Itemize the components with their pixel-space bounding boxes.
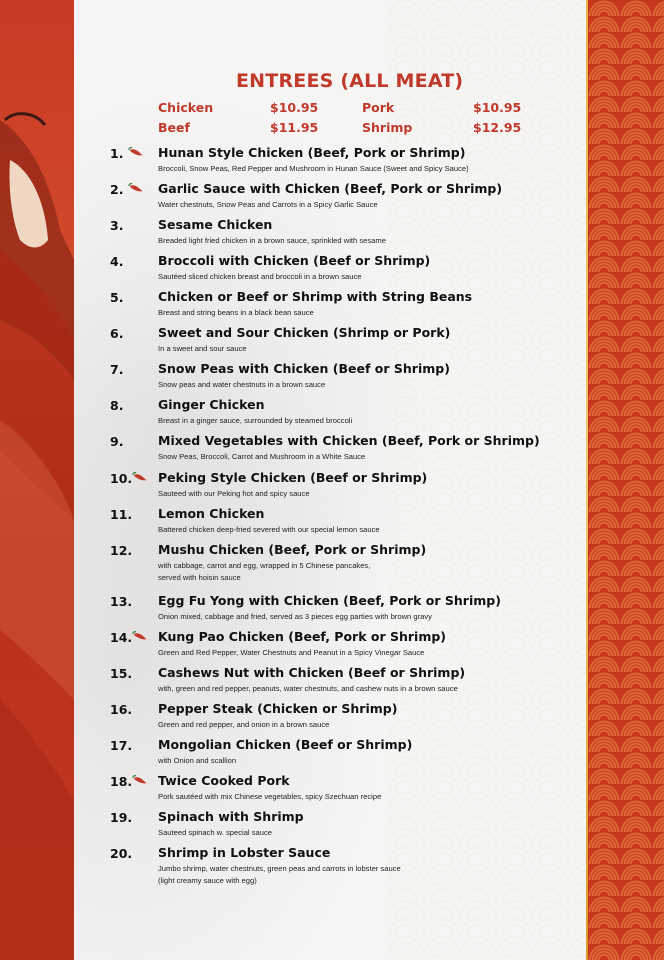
description-line: Jumbo shrimp, water chestnuts, green peas and carrots in lobster sauce <box>158 864 401 873</box>
description-line: Sauteed with our Peking hot and spicy sauce <box>158 489 310 498</box>
menu-item-number: 4. <box>110 254 124 269</box>
menu-item-number: 16. <box>110 702 133 717</box>
menu-item-description <box>158 451 578 463</box>
menu-item-description <box>158 611 578 623</box>
menu-item-number: 3. <box>110 218 124 233</box>
description-line: Broccoli, Snow Peas, Red Pepper and Mushroom in Hunan Sauce (Sweet and Spicy Sauce) <box>158 164 469 173</box>
menu-item-number: 17. <box>110 738 133 753</box>
menu-item-name: Sweet and Sour Chicken (Shrimp or Pork) <box>158 325 451 340</box>
menu-item-description <box>158 791 578 803</box>
menu-item-name: Broccoli with Chicken (Beef or Shrimp) <box>158 253 431 268</box>
price-value-chicken: $10.95 <box>270 100 319 115</box>
menu-item-name: Mongolian Chicken (Beef or Shrimp) <box>158 737 413 752</box>
menu-item-number: 12. <box>110 543 133 558</box>
menu-item-number: 15. <box>110 666 133 681</box>
chili-pepper-icon <box>128 183 144 193</box>
menu-item-name: Cashews Nut with Chicken (Beef or Shrimp) <box>158 665 466 680</box>
menu-item-description <box>158 199 578 211</box>
menu-item-name: Mixed Vegetables with Chicken (Beef, Pork or Shrimp) <box>158 433 540 448</box>
description-line: In a sweet and sour sauce <box>158 344 247 353</box>
warrior-illustration <box>0 0 74 960</box>
description-line: Pork sautéed with mix Chinese vegetables, spicy Szechuan recipe <box>158 792 382 801</box>
description-line: with Onion and scallion <box>158 756 237 765</box>
price-value-beef: $11.95 <box>270 120 319 135</box>
menu-item-number: 6. <box>110 326 124 341</box>
menu-item-number: 2. <box>110 182 124 197</box>
menu-item-name: Chicken or Beef or Shrimp with String Beans <box>158 289 473 304</box>
description-line: with cabbage, carrot and egg, wrapped in 5 Chinese pancakes, <box>158 561 371 570</box>
menu-item-description <box>158 863 578 887</box>
menu-item-description <box>158 415 578 427</box>
description-line: Green and Red Pepper, Water Chestnuts and Peanut in a Spicy Vinegar Sauce <box>158 648 425 657</box>
menu-item-name: Peking Style Chicken (Beef or Shrimp) <box>158 470 428 485</box>
description-line: with, green and red pepper, peanuts, water chestnuts, and cashew nuts in a brown sauce <box>158 684 458 693</box>
menu-item-name: Sesame Chicken <box>158 217 273 232</box>
description-line: Snow Peas, Broccoli, Carrot and Mushroom in a White Sauce <box>158 452 366 461</box>
menu-item-name: Snow Peas with Chicken (Beef or Shrimp) <box>158 361 450 376</box>
menu-item-description <box>158 271 578 283</box>
description-line: Water chestnuts, Snow Peas and Carrots in a Spicy Garlic Sauce <box>158 200 378 209</box>
menu-item-name: Kung Pao Chicken (Beef, Pork or Shrimp) <box>158 629 447 644</box>
description-line: served with hoisin sauce <box>158 573 241 582</box>
menu-item-name: Lemon Chicken <box>158 506 265 521</box>
menu-item-description <box>158 235 578 247</box>
menu-item-description <box>158 379 578 391</box>
section-title: ENTREES (ALL MEAT) <box>236 70 464 92</box>
menu-item-number: 11. <box>110 507 133 522</box>
chili-pepper-icon <box>132 631 148 641</box>
menu-item-description <box>158 755 578 767</box>
menu-item-number: 18. <box>110 774 133 789</box>
menu-item-name: Shrimp in Lobster Sauce <box>158 845 331 860</box>
menu-item-name: Hunan Style Chicken (Beef, Pork or Shrimp) <box>158 145 466 160</box>
menu-item-description <box>158 343 578 355</box>
description-line: (light creamy sauce with egg) <box>158 876 257 885</box>
description-line: Breast in a ginger sauce, surrounded by steamed broccoli <box>158 416 353 425</box>
menu-item-number: 14. <box>110 630 133 645</box>
menu-item-number: 13. <box>110 594 133 609</box>
menu-item-description <box>158 524 578 536</box>
menu-item-number: 9. <box>110 434 124 449</box>
menu-item-description <box>158 560 578 584</box>
description-line: Sauteed spinach w. special sauce <box>158 828 272 837</box>
description-line: Green and red pepper, and onion in a brown sauce <box>158 720 330 729</box>
decorative-wave-panel <box>588 0 664 960</box>
description-line: Battered chicken deep-fried severed with our special lemon sauce <box>158 525 380 534</box>
menu-item-name: Egg Fu Yong with Chicken (Beef, Pork or Shrimp) <box>158 593 501 608</box>
menu-item-name: Spinach with Shrimp <box>158 809 304 824</box>
menu-item-description <box>158 488 578 500</box>
menu-item-description <box>158 827 578 839</box>
description-line: Snow peas and water chestnuts in a brown sauce <box>158 380 326 389</box>
decorative-left-panel <box>0 0 74 960</box>
menu-item-description <box>158 307 578 319</box>
chili-pepper-icon <box>128 147 144 157</box>
menu-item-name: Ginger Chicken <box>158 397 265 412</box>
menu-item-name: Pepper Steak (Chicken or Shrimp) <box>158 701 398 716</box>
description-line: Sautéed sliced chicken breast and broccoli in a brown sauce <box>158 272 362 281</box>
menu-item-description <box>158 647 578 659</box>
menu-item-name: Garlic Sauce with Chicken (Beef, Pork or Shrimp) <box>158 181 503 196</box>
price-label-chicken: Chicken <box>158 100 214 115</box>
price-label-shrimp: Shrimp <box>362 120 413 135</box>
price-label-beef: Beef <box>158 120 190 135</box>
price-label-pork: Pork <box>362 100 395 115</box>
chili-pepper-icon <box>132 775 148 785</box>
menu-item-number: 7. <box>110 362 124 377</box>
menu-item-description <box>158 719 578 731</box>
menu-item-description <box>158 683 578 695</box>
description-line: Onion mixed, cabbage and fried, served as 3 pieces egg parties with brown gravy <box>158 612 432 621</box>
menu-item-number: 19. <box>110 810 133 825</box>
menu-item-name: Mushu Chicken (Beef, Pork or Shrimp) <box>158 542 427 557</box>
description-line: Breaded light fried chicken in a brown sauce, sprinkled with sesame <box>158 236 386 245</box>
menu-item-number: 8. <box>110 398 124 413</box>
menu-item-description <box>158 163 578 175</box>
menu-item-number: 5. <box>110 290 124 305</box>
price-value-shrimp: $12.95 <box>473 120 522 135</box>
menu-item-number: 10. <box>110 471 133 486</box>
chili-pepper-icon <box>132 472 148 482</box>
price-value-pork: $10.95 <box>473 100 522 115</box>
menu-item-name: Twice Cooked Pork <box>158 773 290 788</box>
description-line: Breast and string beans in a black bean sauce <box>158 308 314 317</box>
menu-item-number: 20. <box>110 846 133 861</box>
menu-item-number: 1. <box>110 146 124 161</box>
